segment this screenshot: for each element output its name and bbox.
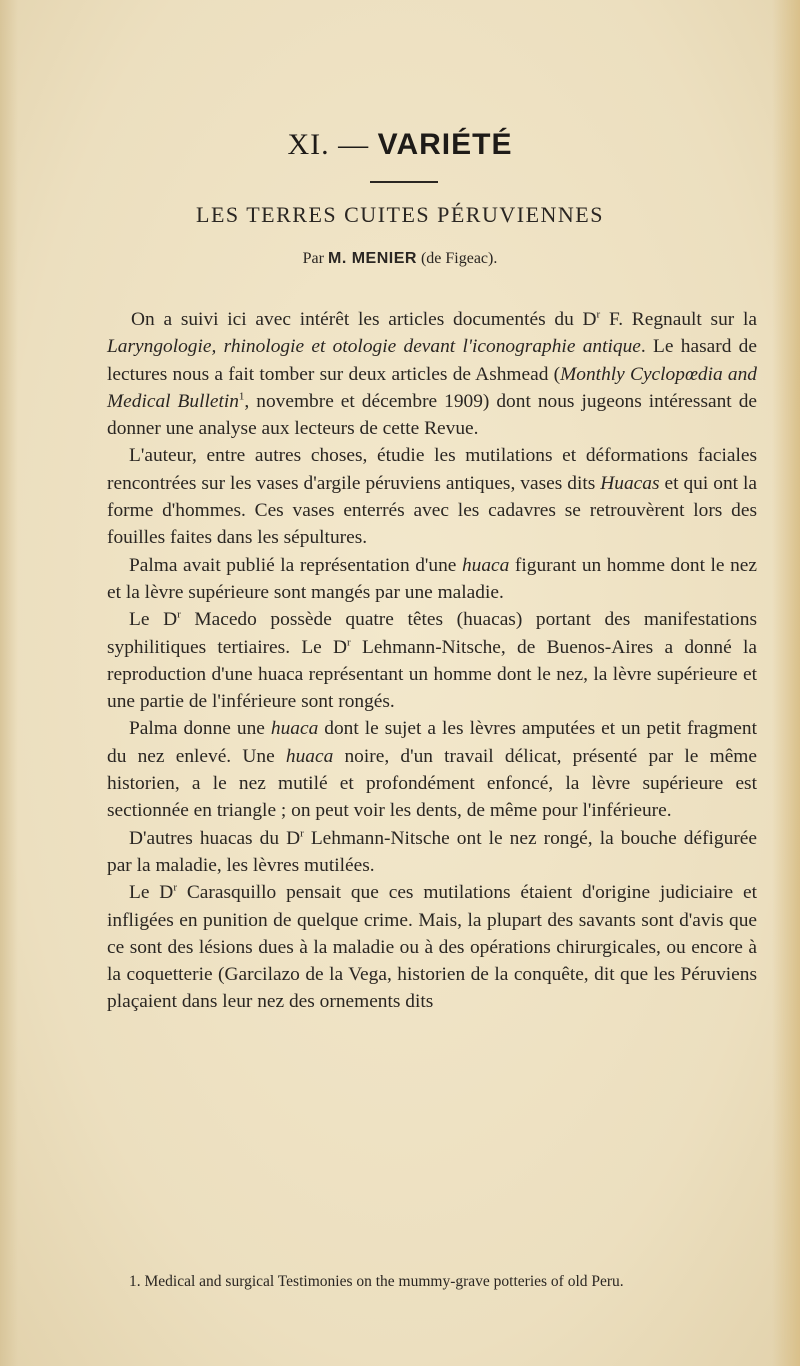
author-prefix: Par bbox=[302, 250, 324, 267]
text-run: Lehmann-Nitsche ont le nez rongé, la bouche défigurée par la maladie, les lèvres mutilées. bbox=[107, 827, 757, 876]
text-run: . Le hasard de lectures nous a fait tomber sur deux articles de Ashmead ( bbox=[107, 336, 757, 385]
text-run: Le D bbox=[129, 882, 174, 904]
footnote-ref: 1 bbox=[238, 390, 245, 403]
paragraph-1 bbox=[107, 306, 757, 442]
chapter-heading bbox=[0, 128, 800, 162]
author-suffix: (de Figeac). bbox=[420, 250, 498, 267]
superscript: r bbox=[596, 308, 601, 321]
superscript: r bbox=[300, 827, 304, 840]
superscript: r bbox=[347, 636, 351, 649]
italic-title: Monthly Cyclopœdia and Medical Bulletin bbox=[107, 363, 757, 412]
article-body bbox=[107, 306, 757, 1016]
text-run: D'autres huacas du D bbox=[129, 827, 301, 849]
italic-title: Laryngologie, rhinologie et otologie devant l'iconographie antique bbox=[107, 336, 641, 358]
text-run: Carasquillo pensait que ces mutilations étaient d'origine judiciaire et infligées en punition de quelque crime. Mais, la plupart des savants sont d'avis que ce sont des lésions dues à la maladie ou à des opérations chirurgicales, ou encore à la coquetterie (Garcilazo de la Vega, historien de la conquête, dit que les Péruviens plaçaient dans leur nez des ornements dits bbox=[107, 882, 757, 1013]
text-run: Palma avait publié la représentation d'une bbox=[129, 554, 462, 576]
paragraph-7 bbox=[107, 879, 757, 1015]
text-run: Palma donne une bbox=[129, 718, 271, 740]
text-run: noire, d'un travail délicat, présenté par le même historien, a le nez mutilé et profondément enfoncé, la lèvre supérieure est sectionnée en triangle ; on peut voir les dents, de même pour l'inférieure. bbox=[107, 745, 757, 822]
footnote bbox=[107, 1271, 757, 1292]
text-run: Macedo possède quatre têtes (huacas) portant des manifestations syphilitiques tertiaires. Le D bbox=[107, 609, 757, 658]
heading-rule bbox=[370, 181, 438, 183]
text-run: Le D bbox=[129, 609, 178, 631]
italic-term: huaca bbox=[285, 745, 334, 767]
chapter-number: XI. — bbox=[287, 128, 378, 161]
paragraph-5 bbox=[107, 715, 757, 824]
text-run: , novembre et décembre 1909) dont nous jugeons intéressant de donner une analyse aux lecteurs de cette Revue. bbox=[107, 390, 757, 440]
footnote-text: 1. Medical and surgical Testimonies on the mummy-grave potteries of old Peru. bbox=[129, 1273, 624, 1290]
article-title: LES TERRES CUITES PÉRUVIENNES bbox=[196, 202, 604, 227]
italic-term: huaca bbox=[270, 718, 319, 740]
superscript: r bbox=[173, 881, 177, 894]
text-run: On a suivi ici avec intérêt les articles documentés du D bbox=[131, 309, 597, 330]
italic-term: Huacas bbox=[600, 472, 660, 494]
author-name: M. MENIER bbox=[327, 250, 417, 267]
text-run: et qui ont la forme d'hommes. Ces vases enterrés avec les cadavres se retrouvèrent lors des fouilles faites dans les sépultures. bbox=[107, 472, 757, 549]
italic-term: huaca bbox=[461, 554, 510, 576]
text-run: dont le sujet a les lèvres amputées et un petit fragment du nez enlevé. Une bbox=[107, 718, 757, 767]
superscript: r bbox=[177, 608, 181, 621]
text-run: L'auteur, entre autres choses, étudie les mutilations et déformations faciales rencontrées sur les vases d'argile péruviens antiques, vases dits bbox=[107, 445, 757, 494]
paragraph-4 bbox=[107, 606, 757, 715]
paragraph-6 bbox=[107, 825, 757, 880]
text-run: Lehmann-Nitsche, de Buenos-Aires a donné la reproduction d'une huaca représentant un homme dont le nez, la lèvre supérieure et une partie de l'inférieure sont rongés. bbox=[107, 636, 757, 713]
chapter-title: VARIÉTÉ bbox=[377, 128, 513, 161]
paragraph-2 bbox=[107, 442, 757, 551]
paragraph-3 bbox=[107, 552, 757, 607]
text-run: figurant un homme dont le nez et la lèvre supérieure sont mangés par une maladie. bbox=[107, 554, 757, 603]
author-line bbox=[0, 250, 800, 268]
text-run: F. Regnault sur la bbox=[600, 309, 758, 330]
